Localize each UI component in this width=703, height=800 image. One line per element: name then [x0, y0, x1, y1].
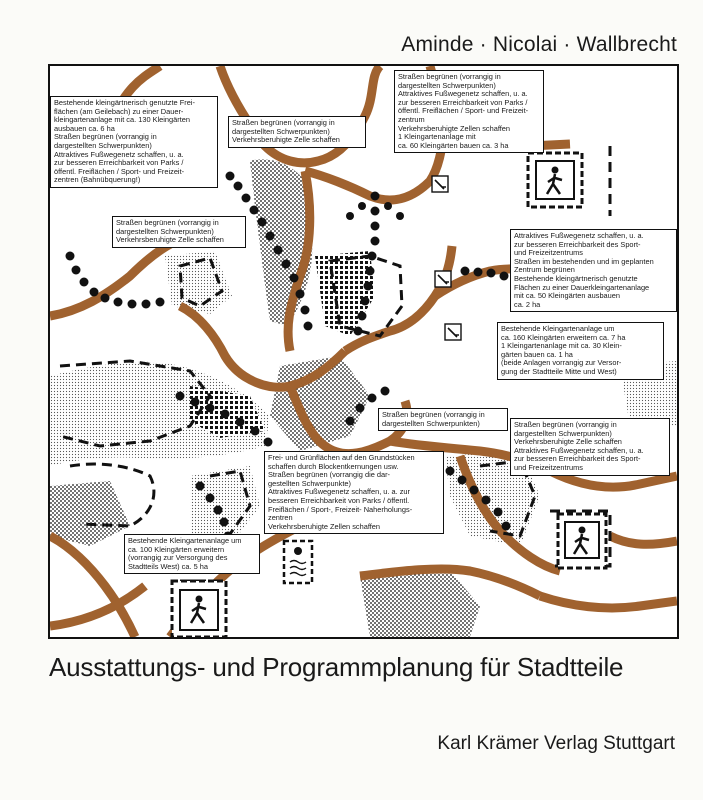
annotation-box: Straßen begrünen (vorrangig in dargestellten Schwerpunkten) Attraktives Fußwegenetz schaffen, u. a. zur besseren Erreichbarkeit von Parks / öffentl. Freiflächen / Sport- und Freizeit- zentrum Verkehrsberuhigte Zellen schaffen 1 Kleingartenanlage mit ca. 60 Kleingärten bauen ca. 3 ha [394, 70, 544, 153]
playground-icon [445, 324, 461, 340]
pedestrian-sign-icon [558, 514, 606, 568]
playground-icon [432, 176, 448, 192]
pedestrian-sign-icon [528, 153, 582, 207]
city-plan-map [48, 64, 679, 639]
annotation-box: Straßen begrünen (vorrangig in dargestellten Schwerpunkten) Verkehrsberuhigte Zelle schaffen [228, 116, 366, 148]
annotation-box: Attraktives Fußwegenetz schaffen, u. a. zur besseren Erreichbarkeit des Sport- und Freizeitzentrums Straßen im bestehenden und im geplanten Zentrum begrünen Bestehende kleingärtnerisch genutzte Flächen zu einer Dauerkleingartenanlage mit ca. 50 Kleingärten ausbauen ca. 2 ha [510, 229, 677, 312]
annotation-box: Straßen begrünen (vorrangig in dargestellten Schwerpunkten) [378, 408, 508, 431]
annotation-box: Bestehende Kleingartenanlage um ca. 160 Kleingärten erweitern ca. 7 ha 1 Kleingartenanlage mit ca. 30 Klein- gärten bauen ca. 1 ha (beide Anlagen vorrangig zur Versor- gung der Stadtteile Mitte und West) [497, 322, 664, 380]
annotation-box: Bestehende kleingärtnerisch genutzte Frei- flächen (am Geilebach) zu einer Dauer- kleingartenanlage mit ca. 130 Kleingärten ausbauen ca. 6 ha Straßen begrünen (vorrangig in dargestellten Schwerpunkten) Attraktives Fußwegenetz schaffen, u. a. zur besseren Erreichbarkeit von Parks / öffentl. Freiflächen / Sport- und Freizeit- zentren (Bahnübquerung!) [50, 96, 218, 188]
pedestrian-sign-icon [172, 581, 226, 637]
book-title: Ausstattungs- und Programmplanung für Stadtteile [49, 652, 624, 682]
annotation-box: Bestehende Kleingartenanlage um ca. 100 Kleingärten erweitern (vorrangig zur Versorgung des Stadtteils West) ca. 5 ha [124, 534, 260, 574]
publisher-line: Karl Krämer Verlag Stuttgart [437, 733, 675, 754]
authors-line: Aminde · Nicolai · Wallbrecht [401, 33, 677, 56]
playground-icon [435, 271, 451, 287]
swimming-pool-icon [284, 541, 312, 583]
annotation-box: Straßen begrünen (vorrangig in dargestellten Schwerpunkten) Verkehrsberuhigte Zelle schaffen Attraktives Fußwegenetz schaffen, u. a. zur besseren Erreichbarkeit des Sport- und Freizeitzentrums [510, 418, 670, 476]
annotation-box: Straßen begrünen (vorrangig in dargestellten Schwerpunkten) Verkehrsberuhigte Zelle schaffen [112, 216, 246, 248]
annotation-box: Frei- und Grünflächen auf den Grundstücken schaffen durch Blockentkernungen usw. Straßen begrünen (vorrangig die dar- gestellten Schwerpunkte) Attraktives Fußwegenetz schaffen, u. a. zur besseren Erreichbarkeit von Parks / öffentl. Freiflächen / Sport-, Freizeit- Naherholungs- zentren Verkehrsberuhigte Zellen schaffen [264, 451, 444, 534]
